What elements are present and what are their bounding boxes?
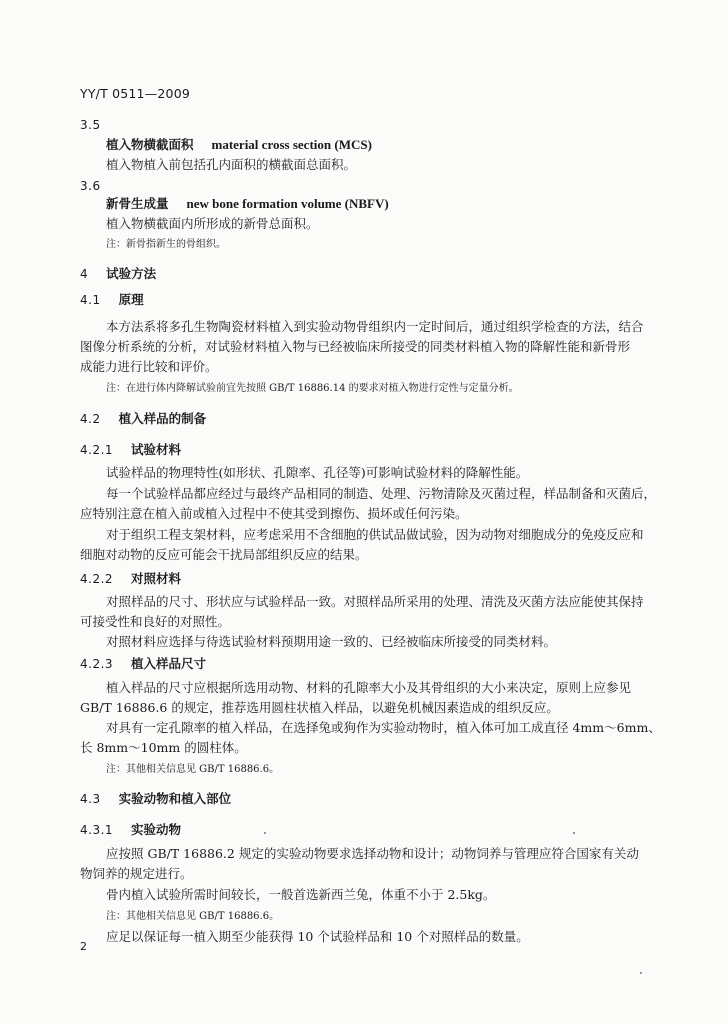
section-title: 实验动物 bbox=[131, 822, 182, 837]
paragraph-line: 图像分析系统的分析，对试验材料植入物与已经被临床所接受的同类材料植入物的降解性能和新骨形 bbox=[80, 339, 631, 354]
section-3-5-number: 3.5 bbox=[80, 118, 101, 132]
term-chinese: 植入物横截面积 bbox=[106, 137, 194, 152]
section-title: 原理 bbox=[118, 292, 144, 307]
section-title: 实验动物和植入部位 bbox=[118, 791, 232, 806]
section-title: 植入样品尺寸 bbox=[131, 656, 207, 671]
paragraph-line: 对照样品的尺寸、形状应与试验样品一致。对照样品所采用的处理、清洗及灭菌方法应能使其保持 bbox=[106, 594, 644, 609]
term-chinese: 新骨生成量 bbox=[106, 196, 169, 211]
section-3-6-definition: 植入物横截面内所形成的新骨总面积。 bbox=[106, 216, 319, 231]
section-3-6-note: 注：新骨指新生的骨组织。 bbox=[106, 239, 226, 250]
section-number: 4.2 bbox=[80, 412, 101, 426]
section-number: 4.3 bbox=[80, 792, 101, 806]
section-number: 4.2.2 bbox=[80, 572, 114, 586]
paragraph-line: 植入样品的尺寸应根据所选用动物、材料的孔隙率大小及其骨组织的大小来决定，原则上应参见 bbox=[106, 680, 632, 695]
paragraph-line: 应足以保证每一植入期至少能获得 10 个试验样品和 10 个对照样品的数量。 bbox=[106, 929, 529, 944]
section-number: 4.3.1 bbox=[80, 823, 114, 837]
scan-speck bbox=[573, 832, 575, 834]
section-title: 试验方法 bbox=[106, 266, 157, 281]
section-4-2-heading bbox=[80, 411, 206, 427]
paragraph-line: 细胞对动物的反应可能会干扰局部组织反应的结果。 bbox=[80, 547, 368, 562]
section-3-5-term bbox=[106, 137, 372, 153]
page-number: 2 bbox=[80, 940, 87, 953]
paragraph-line: 每一个试验样品都应经过与最终产品相同的制造、处理、污物清除及灭菌过程，样品制备和灭菌后， bbox=[106, 486, 657, 501]
paragraph-line: 长 8mm～10mm 的圆柱体。 bbox=[80, 740, 247, 755]
paragraph-line: 对具有一定孔隙率的植入样品，在选择兔或狗作为实验动物时，植入体可加工成直径 4mm～6mm、 bbox=[106, 720, 661, 735]
paragraph-line: 应特别注意在植入前或植入过程中不使其受到擦伤、损坏或任何污染。 bbox=[80, 506, 468, 521]
paragraph-line: 物饲养的规定进行。 bbox=[80, 866, 193, 881]
scan-speck bbox=[264, 832, 266, 834]
standard-header: YY/T 0511—2009 bbox=[80, 86, 191, 101]
section-3-6-number: 3.6 bbox=[80, 179, 101, 193]
section-title: 试验材料 bbox=[131, 442, 182, 457]
paragraph-line: 对于组织工程支架材料，应考虑采用不含细胞的供试品做试验，因为动物对细胞成分的免疫反应和 bbox=[106, 527, 644, 542]
section-4-2-3-note: 注：其他相关信息见 GB/T 16886.6。 bbox=[106, 764, 280, 775]
section-4-3-heading bbox=[80, 791, 231, 807]
scan-speck bbox=[640, 972, 642, 974]
section-title: 对照材料 bbox=[131, 571, 182, 586]
paragraph-line: 骨内植入试验所需时间较长，一般首选新西兰兔，体重不小于 2.5kg。 bbox=[106, 887, 496, 902]
section-number: 4.2.1 bbox=[80, 443, 114, 457]
paragraph-line: 应按照 GB/T 16886.2 规定的实验动物要求选择动物和设计；动物饲养与管理应符合国家有关动 bbox=[106, 846, 639, 861]
section-3-6-term bbox=[106, 196, 389, 212]
section-title: 植入样品的制备 bbox=[118, 411, 207, 426]
paragraph-line: GB/T 16886.6 的规定，推荐选用圆柱状植入样品，以避免机械因素造成的组织反应。 bbox=[80, 700, 559, 715]
section-4-1-heading bbox=[80, 292, 144, 308]
section-4-2-3-heading bbox=[80, 656, 206, 672]
term-english: material cross section (MCS) bbox=[211, 137, 372, 152]
section-4-3-1-heading bbox=[80, 822, 181, 838]
section-4-heading bbox=[80, 266, 156, 282]
section-4-3-1-note: 注：其他相关信息见 GB/T 16886.6。 bbox=[106, 911, 280, 922]
section-4-2-2-heading bbox=[80, 571, 181, 587]
paragraph-line: 本方法系将多孔生物陶瓷材料植入到实验动物骨组织内一定时间后，通过组织学检查的方法，结合 bbox=[106, 319, 644, 334]
section-3-5-definition: 植入物植入前包括孔内面积的横截面总面积。 bbox=[106, 157, 357, 172]
section-number: 4 bbox=[80, 267, 89, 281]
paragraph-line: 对照材料应选择与待选试验材料预期用途一致的、已经被临床所接受的同类材料。 bbox=[106, 634, 557, 649]
paragraph-line: 成能力进行比较和评价。 bbox=[80, 359, 218, 374]
section-number: 4.2.3 bbox=[80, 657, 114, 671]
section-4-1-note: 注：在进行体内降解试验前宜先按照 GB/T 16886.14 的要求对植入物进行定性与定量分析。 bbox=[106, 383, 519, 394]
paragraph-line: 试验样品的物理特性(如形状、孔隙率、孔径等)可影响试验材料的降解性能。 bbox=[106, 465, 529, 480]
section-4-2-1-heading bbox=[80, 442, 181, 458]
paragraph-line: 可接受性和良好的对照性。 bbox=[80, 614, 231, 629]
section-number: 4.1 bbox=[80, 293, 101, 307]
term-english: new bone formation volume (NBFV) bbox=[186, 196, 389, 211]
